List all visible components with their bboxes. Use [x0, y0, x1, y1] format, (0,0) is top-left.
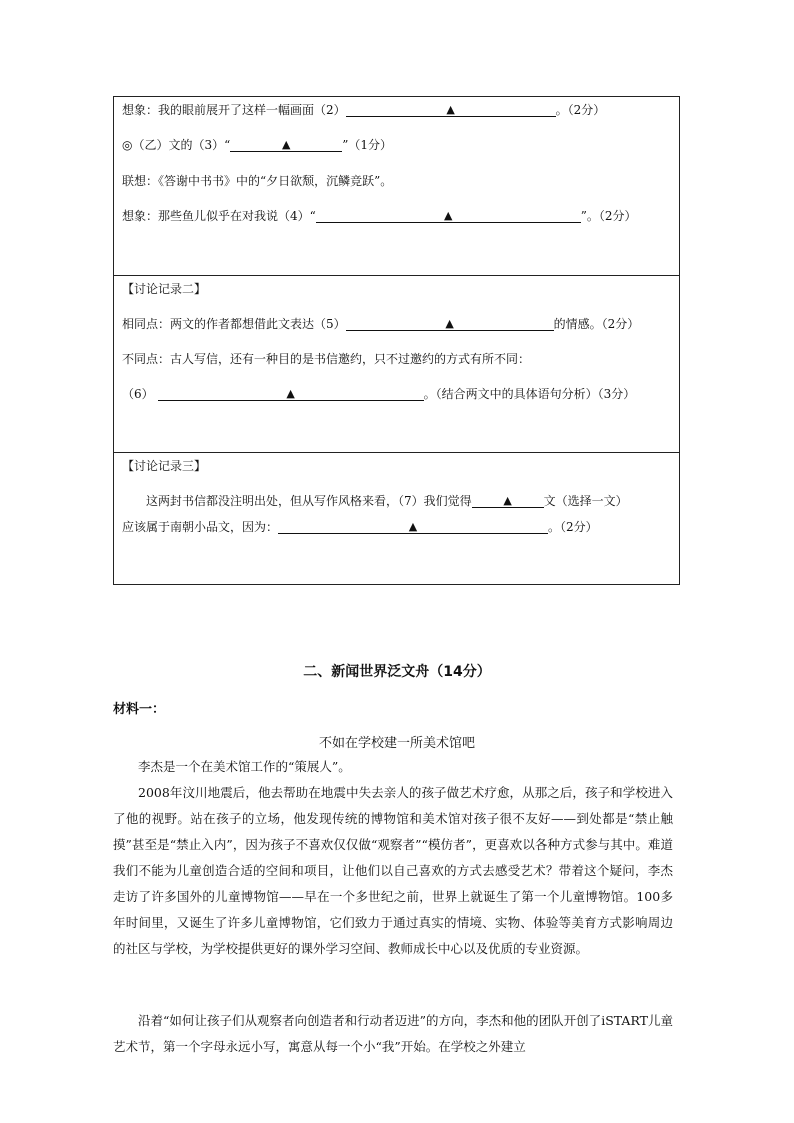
- answer-blank-3[interactable]: [230, 138, 342, 152]
- section-title: 二、新闻世界泛文舟（14分）: [303, 664, 491, 680]
- material-label: 材料一：: [113, 702, 166, 717]
- question-line-7-reason: 应该属于南朝小品文，因为： ▲ 。（2分）: [122, 520, 598, 534]
- article-paragraph-2: 2008年汶川地震后，他去帮助在地震中失去亲人的孩子做艺术疗愈，从那之后，孩子和学校进入了他的视野。站在孩子的立场，他发现传统的博物馆和美术馆对孩子很不友好——到处都是“禁止触摸”甚至是“禁止入内”，因为孩子不喜欢仅仅做“观察者”“模仿者”，更喜欢以各种方式参与其中。难道我们不能为儿童创造合适的空间和项目，让他们以自己喜欢的方式去感受艺术？带着这个疑问，李杰走访了许多国外的儿童博物馆——早在一个多世纪之前，世界上就诞生了第一个儿童博物馆。100多年时间里，又诞生了许多儿童博物馆，它们致力于通过真实的情境、实物、体验等美育方式影响周边的社区与学校，为学校提供更好的课外学习空间、教师成长中心以及优质的专业资源。: [113, 785, 673, 956]
- answer-blank-2[interactable]: [346, 103, 556, 117]
- answer-blank-5[interactable]: [346, 317, 554, 331]
- table-cell-record-two: [114, 275, 679, 453]
- article-title: 不如在学校建一所美术馆吧: [318, 736, 475, 751]
- question-line-4: 想象：那些鱼儿似乎在对我说（4）“ ▲ ”。（2分）: [122, 209, 637, 223]
- table-cell-record-three: [114, 452, 679, 587]
- association-line: 联想：《答谢中书书》中的“夕日欲颓，沉鳞竞跃”。: [122, 174, 393, 188]
- question-line-3: ◎（乙）文的（3）“ ▲ ”（1分）: [122, 138, 393, 152]
- article-paragraph-3: 沿着“如何让孩子们从观察者向创造者和行动者迈进”的方向，李杰和他的团队开创了iSTART儿童艺术节，第一个字母永远小写，寓意从每一个小“我”开始。在学校之外建立: [113, 1013, 673, 1054]
- question-line-2: 想象：我的眼前展开了这样一幅画面（2） ▲ 。（2分）: [122, 103, 606, 117]
- article-paragraph-1: 李杰是一个在美术馆工作的“策展人”。: [138, 759, 351, 774]
- record-three-heading: 【讨论记录三】: [122, 459, 207, 473]
- question-line-6: （6） ▲ 。（结合两文中的具体语句分析）（3分）: [122, 387, 636, 401]
- triangle-marker-icon: ▲: [445, 317, 454, 330]
- question-line-7: 这两封书信都没注明出处，但从写作风格来看，（7）我们觉得 ▲ 文（选择一文）: [146, 494, 628, 508]
- answer-blank-4[interactable]: [316, 209, 581, 223]
- question-line-5: 相同点：两文的作者都想借此文表达（5） ▲ 的情感。（2分）: [122, 317, 640, 331]
- answer-blank-6[interactable]: [158, 387, 424, 401]
- record-two-heading: 【讨论记录二】: [122, 282, 207, 296]
- difference-line: 不同点：古人写信，还有一种目的是书信邀约，只不过邀约的方式有所不同：: [122, 352, 531, 366]
- triangle-marker-icon: ▲: [282, 138, 291, 151]
- triangle-marker-icon: ▲: [446, 103, 455, 116]
- triangle-marker-icon: ▲: [444, 209, 453, 222]
- triangle-marker-icon: ▲: [408, 520, 418, 533]
- answer-blank-7[interactable]: [472, 494, 544, 508]
- answer-blank-7-reason[interactable]: [278, 520, 548, 534]
- triangle-marker-icon: ▲: [503, 494, 512, 507]
- discussion-table: [113, 96, 680, 585]
- triangle-marker-icon: ▲: [286, 387, 295, 400]
- table-cell-imagination: [114, 97, 679, 275]
